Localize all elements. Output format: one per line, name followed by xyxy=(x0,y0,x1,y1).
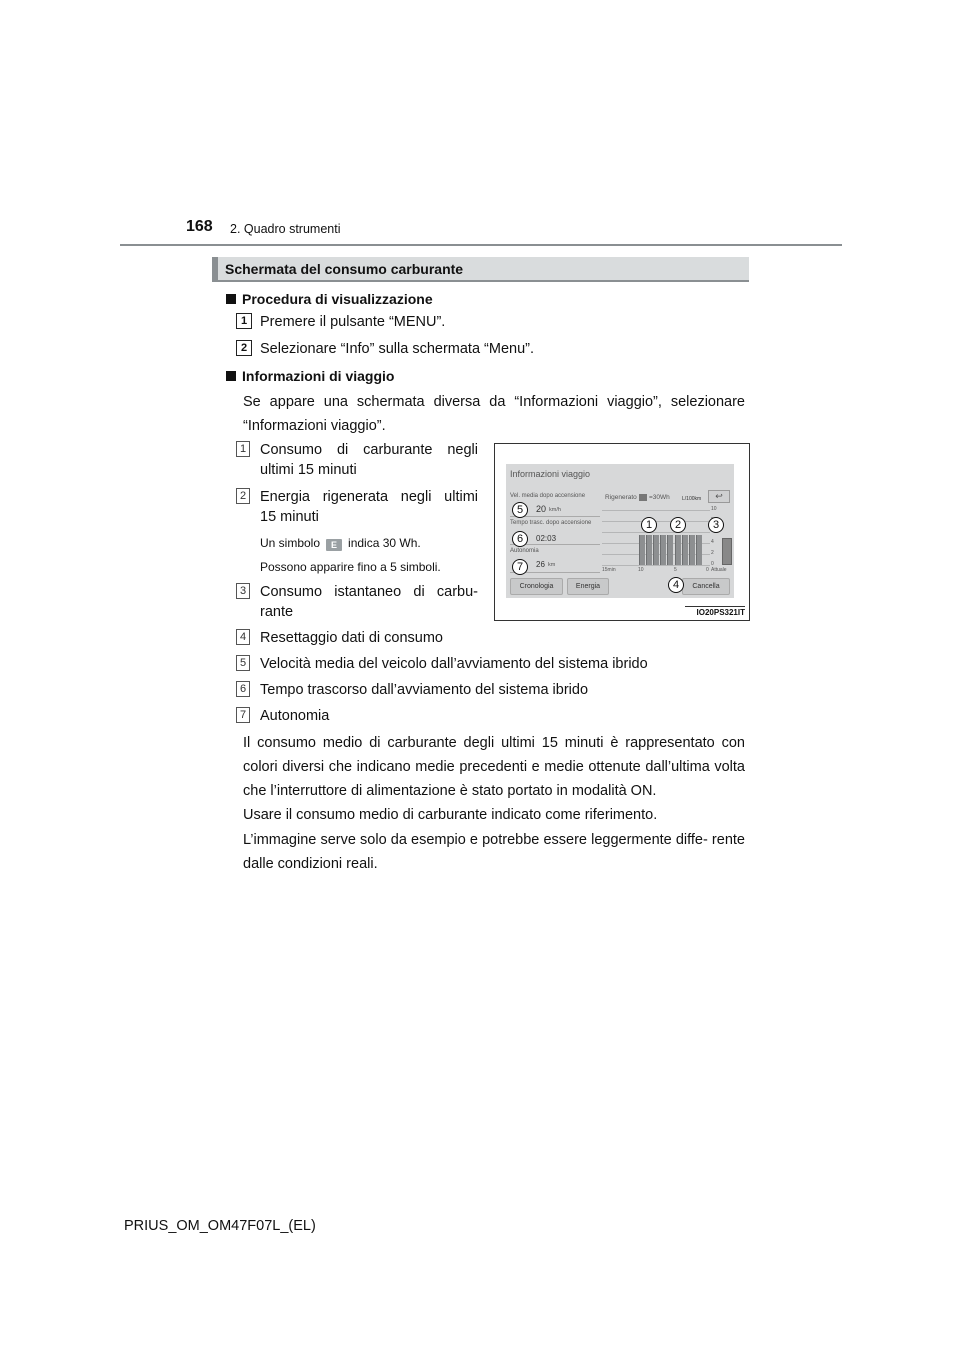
y-tick-label: 4 xyxy=(711,539,714,545)
item-text: Energia rigenerata negli ultimi xyxy=(260,489,478,505)
range-value: 26 xyxy=(536,560,545,569)
square-bullet-icon xyxy=(226,294,236,304)
consumption-unit: L/100km xyxy=(682,496,702,502)
regen-label: Rigenerato xyxy=(605,494,637,501)
symbol-note-pre: Un simbolo xyxy=(260,536,321,550)
chart-gridline xyxy=(602,532,710,533)
symbol-note xyxy=(260,536,421,551)
chart-gridline xyxy=(602,565,710,566)
item-number: 4 xyxy=(236,629,250,645)
callout-5: 5 xyxy=(512,502,528,518)
symbol-note-post: indica 30 Wh. xyxy=(348,536,421,550)
avg-speed-unit: km/h xyxy=(549,507,561,513)
callout-6: 6 xyxy=(512,531,528,547)
clear-button[interactable]: Cancella xyxy=(682,578,730,595)
item-text: Resettaggio dati di consumo xyxy=(260,630,443,646)
step-text: Selezionare “Info” sulla schermata “Menu”. xyxy=(260,341,535,357)
range-unit: km xyxy=(548,562,556,568)
chart-bar xyxy=(646,535,652,565)
item-number: 3 xyxy=(236,583,250,599)
chart-bar xyxy=(653,535,659,565)
callout-2: 2 xyxy=(670,517,686,533)
history-button[interactable]: Cronologia xyxy=(510,578,563,595)
x-tick-label: 10 xyxy=(638,567,644,573)
energy-e-icon: E xyxy=(326,539,342,551)
x-tick-label: 5 xyxy=(674,567,677,573)
item-text: Consumo di carburante negli xyxy=(260,442,478,458)
item-text: Velocità media del veicolo dall’avviamento del sistema ibrido xyxy=(260,656,648,672)
step-number: 2 xyxy=(236,340,252,356)
item-number: 7 xyxy=(236,707,250,723)
current-label: Attuale xyxy=(711,567,727,573)
chart-gridline xyxy=(602,510,710,511)
item-number: 1 xyxy=(236,441,250,457)
avg-speed-value: 20 xyxy=(536,504,547,514)
x-tick-label: 0 xyxy=(706,567,709,573)
figure-id-rule xyxy=(685,606,745,607)
item-number: 2 xyxy=(236,488,250,504)
body-paragraph: L’immagine serve solo da esempio e potrebbe essere leggermente diffe- rente dalle condizioni reali. xyxy=(243,832,745,872)
regen-e-icon xyxy=(639,494,647,501)
symbol-max-note: Possono apparire fino a 5 simboli. xyxy=(260,560,441,574)
chapter-title: 2. Quadro strumenti xyxy=(230,222,341,236)
procedure-title: Procedura di visualizzazione xyxy=(242,291,433,307)
y-tick-label: 0 xyxy=(711,561,714,567)
item-number: 6 xyxy=(236,681,250,697)
elapsed-value: 02:03 xyxy=(536,534,557,543)
procedure-heading xyxy=(226,291,433,307)
chart-bar xyxy=(682,535,688,565)
chart-bar xyxy=(696,535,702,565)
consumption-chart xyxy=(602,510,710,565)
document-code: PRIUS_OM_OM47F07L_(EL) xyxy=(124,1218,316,1234)
callout-7: 7 xyxy=(512,559,528,575)
square-bullet-icon xyxy=(226,371,236,381)
callout-1: 1 xyxy=(641,517,657,533)
header-divider xyxy=(120,244,842,246)
figure-id: IO20PS321IT xyxy=(696,608,745,617)
item-text: Consumo istantaneo di carbu- xyxy=(260,584,478,600)
x-axis xyxy=(602,567,710,575)
body-paragraph: Il consumo medio di carburante degli ultimi 15 minuti è rappresentato con colori diversi che indicano medie precedenti e medie ottenute dall’ultima volta che l’interruttore di alimentazione è stato portato in modalità ON. xyxy=(243,735,745,799)
trip-info-screen xyxy=(506,464,734,598)
current-consumption-bar xyxy=(722,538,732,565)
section-title: Schermata del consumo carburante xyxy=(212,257,749,282)
x-tick-label: 15min xyxy=(602,567,616,573)
screen-title: Informazioni viaggio xyxy=(510,469,591,479)
y-tick-label: 2 xyxy=(711,550,714,556)
page-number: 168 xyxy=(186,218,213,235)
step-number: 1 xyxy=(236,313,252,329)
energy-button[interactable]: Energia xyxy=(567,578,609,595)
y-tick-label: 10 xyxy=(711,506,717,512)
body-paragraph: Usare il consumo medio di carburante indicato come riferimento. xyxy=(243,807,658,823)
step-text: Premere il pulsante “MENU”. xyxy=(260,314,446,330)
trip-heading xyxy=(226,368,394,384)
chart-bar xyxy=(689,535,695,565)
item-number: 5 xyxy=(236,655,250,671)
range-label: Autonomia xyxy=(510,548,539,554)
chart-bar xyxy=(660,535,666,565)
chart-bar xyxy=(639,535,645,565)
return-arrow-icon[interactable]: ↩ xyxy=(708,490,730,503)
avg-speed-label: Vel. media dopo accensione xyxy=(510,493,586,499)
regen-value: =30Wh xyxy=(649,494,670,501)
item-text: Tempo trascorso dall’avviamento del sistema ibrido xyxy=(260,682,589,698)
trip-title: Informazioni di viaggio xyxy=(242,368,395,384)
trip-intro-line1: Se appare una schermata diversa da “Informazioni viaggio”, selezionare xyxy=(243,394,745,410)
y-axis xyxy=(711,506,719,568)
item-text: ultimi 15 minuti xyxy=(260,462,357,478)
trip-intro-line2: “Informazioni viaggio”. xyxy=(243,418,386,434)
item-text: Autonomia xyxy=(260,708,330,724)
item-text: rante xyxy=(260,604,294,620)
chart-bar xyxy=(675,535,681,565)
chart-bar xyxy=(667,535,673,565)
callout-3: 3 xyxy=(708,517,724,533)
item-text: 15 minuti xyxy=(260,509,319,525)
elapsed-label: Tempo trasc. dopo accensione xyxy=(510,520,592,526)
trip-info-figure xyxy=(494,443,750,621)
callout-4: 4 xyxy=(668,577,684,593)
